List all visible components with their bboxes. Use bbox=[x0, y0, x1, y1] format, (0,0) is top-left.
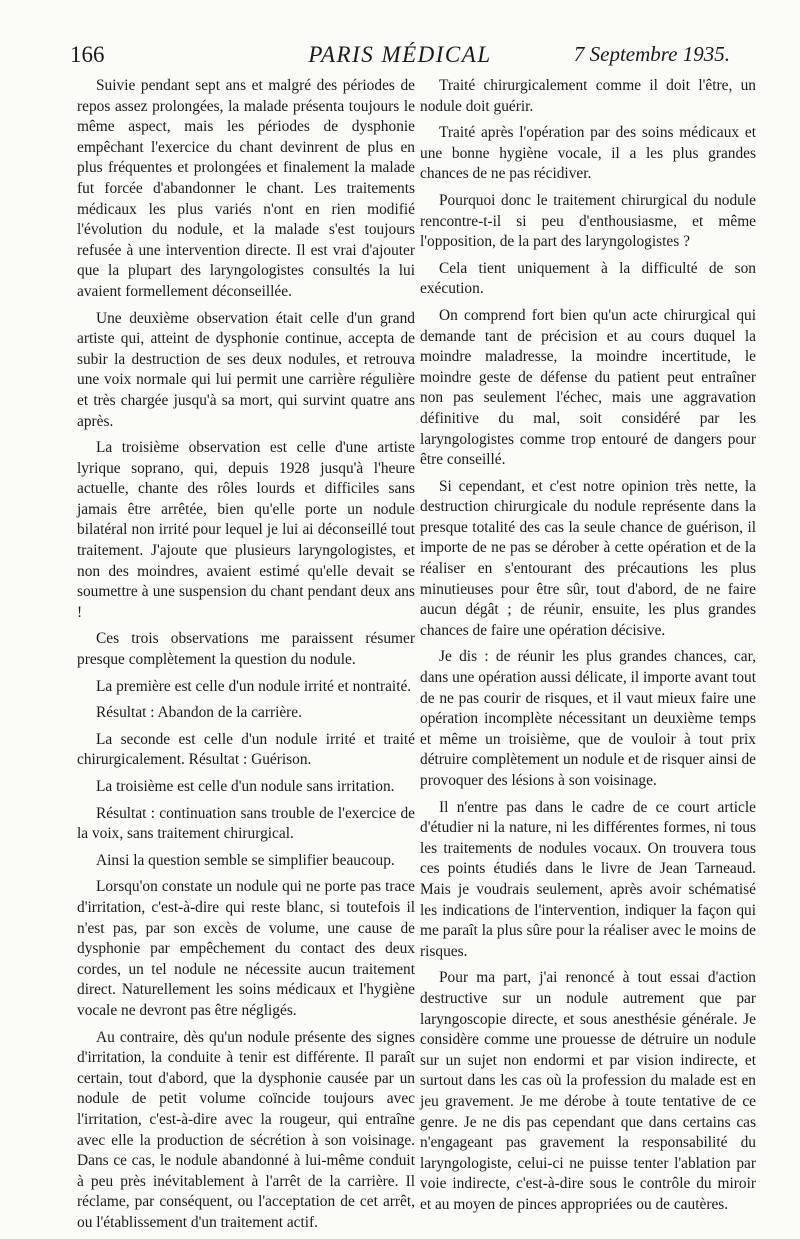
paragraph: Traité après l'opération par des soins médicaux et une bonne hygiène vocale, il a les plus grandes chances de ne pas récidiver. bbox=[420, 124, 756, 183]
paragraph: Au contraire, dès qu'un nodule présente des signes d'irritation, la conduite à tenir est différente. Il paraît certain, tout d'abord, que la dysphonie causée par un nodule de petit volume coïncide toujours avec l'irritation, c'est-à-dire avec la rougeur, qui entraîne avec elle la production de sécrétion à son voisinage. Dans ce cas, le nodule abandonné à lui-même conduit à peu près inévitablement à l'arrêt de la carrière. Il réclame, par conséquent, ou l'acceptation de cet arrêt, ou l'établissement d'un traitement actif. bbox=[77, 1028, 415, 1231]
left-column bbox=[77, 76, 415, 1239]
paragraph: Traité chirurgicalement comme il doit l'être, un nodule doit guérir. bbox=[420, 77, 756, 115]
paragraph: Lorsqu'on constate un nodule qui ne porte pas trace d'irritation, c'est-à-dire qui reste blanc, si toutefois il n'est pas, par son excès de volume, une cause de dysphonie par empêchement du contact des deux cordes, un tel nodule ne nécessite aucun traitement direct. Naturellement les soins médicaux et l'hygiène vocale ne devront pas être négligés. bbox=[77, 878, 415, 1019]
paragraph: Ainsi la question semble se simplifier beaucoup. bbox=[96, 851, 395, 869]
paragraph: Résultat : Abandon de la carrière. bbox=[96, 704, 302, 722]
paragraph: Il n'entre pas dans le cadre de ce court article d'étudier ni la nature, ni les différentes formes, ni tous les traitements de nodules vocaux. On trouvera tous ces points étudiés dans le livre de Jean Tarneaud. Mais je voudrais seulement, après avoir schématisé les indications de l'intervention, indiquer la façon qui me paraît la plus sûre pour la réaliser avec le moins de risques. bbox=[420, 798, 756, 960]
paragraph: La première est celle d'un nodule irrité et nontraité. bbox=[96, 677, 412, 695]
paragraph: Résultat : continuation sans trouble de l'exercice de la voix, sans traitement chirurgical. bbox=[77, 804, 415, 843]
paragraph: On comprend fort bien qu'un acte chirurgical qui demande tant de précision et au cours duquel la moindre maladresse, la moindre incertitude, le moindre geste de défense du patient peut entraîner non pas seulement l'échec, mais une aggravation définitive du mal, soit considéré par les laryngologistes comme trop entouré de dangers pour être conseillé. bbox=[420, 306, 756, 469]
paragraph: Je dis : de réunir les plus grandes chances, car, dans une opération aussi délicate, il importe avant tout de ne pas courir de risques, et il vaut mieux faire une opération incomplète nécessitant un deuxième temps et même un troisième, que de vouloir à tout prix détruire complètement un nodule et de risquer ainsi de provoquer des lésions à son voisinage. bbox=[420, 648, 756, 789]
issue-date: 7 Septembre 1935. bbox=[573, 42, 730, 66]
paragraph: Pour ma part, j'ai renoncé à tout essai d'action destructive sur un nodule autrement que par laryngoscopie directe, et sous anesthésie générale. Je considère comme une prouesse de détruire un nodule sur un sujet non endormi et par vision indirecte, et surtout dans les cas où la profession du malade est en jeu gravement. Je me dérobe à toute tentative de ce genre. Je ne dis pas cependant que dans certains cas n'engageant pas gravement la responsabilité du laryngologiste, celui-ci ne puisse tenter l'ablation par voie indirecte, c'est-à-dire sous le contrôle du miroir et au moyen de pinces appropriées ou de cautères. bbox=[420, 969, 756, 1213]
paragraph: Si cependant, et c'est notre opinion très nette, la destruction chirurgicale du nodule représente dans la presque totalité des cas la seule chance de guérison, il importe de ne pas se dérober à cette opération et de la réaliser en s'entourant des précautions les plus minutieuses pour être sûr, tout d'abord, de ne faire aucun dégât ; de réunir, ensuite, les plus grandes chances de faire une opération décisive. bbox=[420, 477, 756, 639]
paragraph: La seconde est celle d'un nodule irrité et traité chirurgicalement. Résultat : Guérison. bbox=[77, 730, 415, 769]
paragraph: La troisième observation est celle d'une artiste lyrique soprano, qui, depuis 1928 jusqu'à l'heure actuelle, chante des rôles lourds et difficiles sans jamais être arrêtée, bien qu'elle porte un nodule bilatéral non irrité pour lequel je lui ai déconseillé tout traitement. J'ajoute que plusieurs laryngologistes, et non des moindres, avaient estimé qu'elle devait se soumettre à une suspension du chant pendant deux ans ! bbox=[77, 439, 415, 621]
right-column bbox=[420, 76, 756, 1221]
journal-title: PARIS MÉDICAL bbox=[308, 42, 492, 67]
page-number: 166 bbox=[70, 42, 105, 67]
paragraph: Suivie pendant sept ans et malgré des périodes de repos assez prolongées, la malade présenta toujours le même aspect, mais les périodes de dysphonie empêchant l'exercice du chant devinrent de plus en plus fréquentes et prolongées et finalement la malade fut forcée d'abandonner le chant. Les traitements médicaux les plus variés n'ont en rien modifié l'évolution du nodule, et la malade s'est toujours refusée à une intervention directe. Il est vrai d'ajouter que la plupart des laryngologistes consultés la lui avaient formellement déconseillée. bbox=[77, 77, 415, 300]
paragraph: La troisième est celle d'un nodule sans irritation. bbox=[96, 778, 395, 795]
paragraph: Une deuxième observation était celle d'un grand artiste qui, atteint de dysphonie continue, accepta de subir la destruction de ses deux nodules, et retrouva une voix normale qui lui permit une carrière régulière et très chargée jusqu'à sa mort, qui survint quatre ans après. bbox=[77, 309, 415, 430]
paragraph: Ces trois observations me paraissent résumer presque complètement la question du nodule. bbox=[77, 630, 415, 669]
paragraph: Pourquoi donc le traitement chirurgical du nodule rencontre-t-il si peu d'enthousiasme, et même l'opposition, de la part des laryngologistes ? bbox=[420, 191, 756, 251]
paragraph: Cela tient uniquement à la difficulté de son exécution. bbox=[420, 259, 756, 298]
running-header bbox=[70, 42, 730, 72]
